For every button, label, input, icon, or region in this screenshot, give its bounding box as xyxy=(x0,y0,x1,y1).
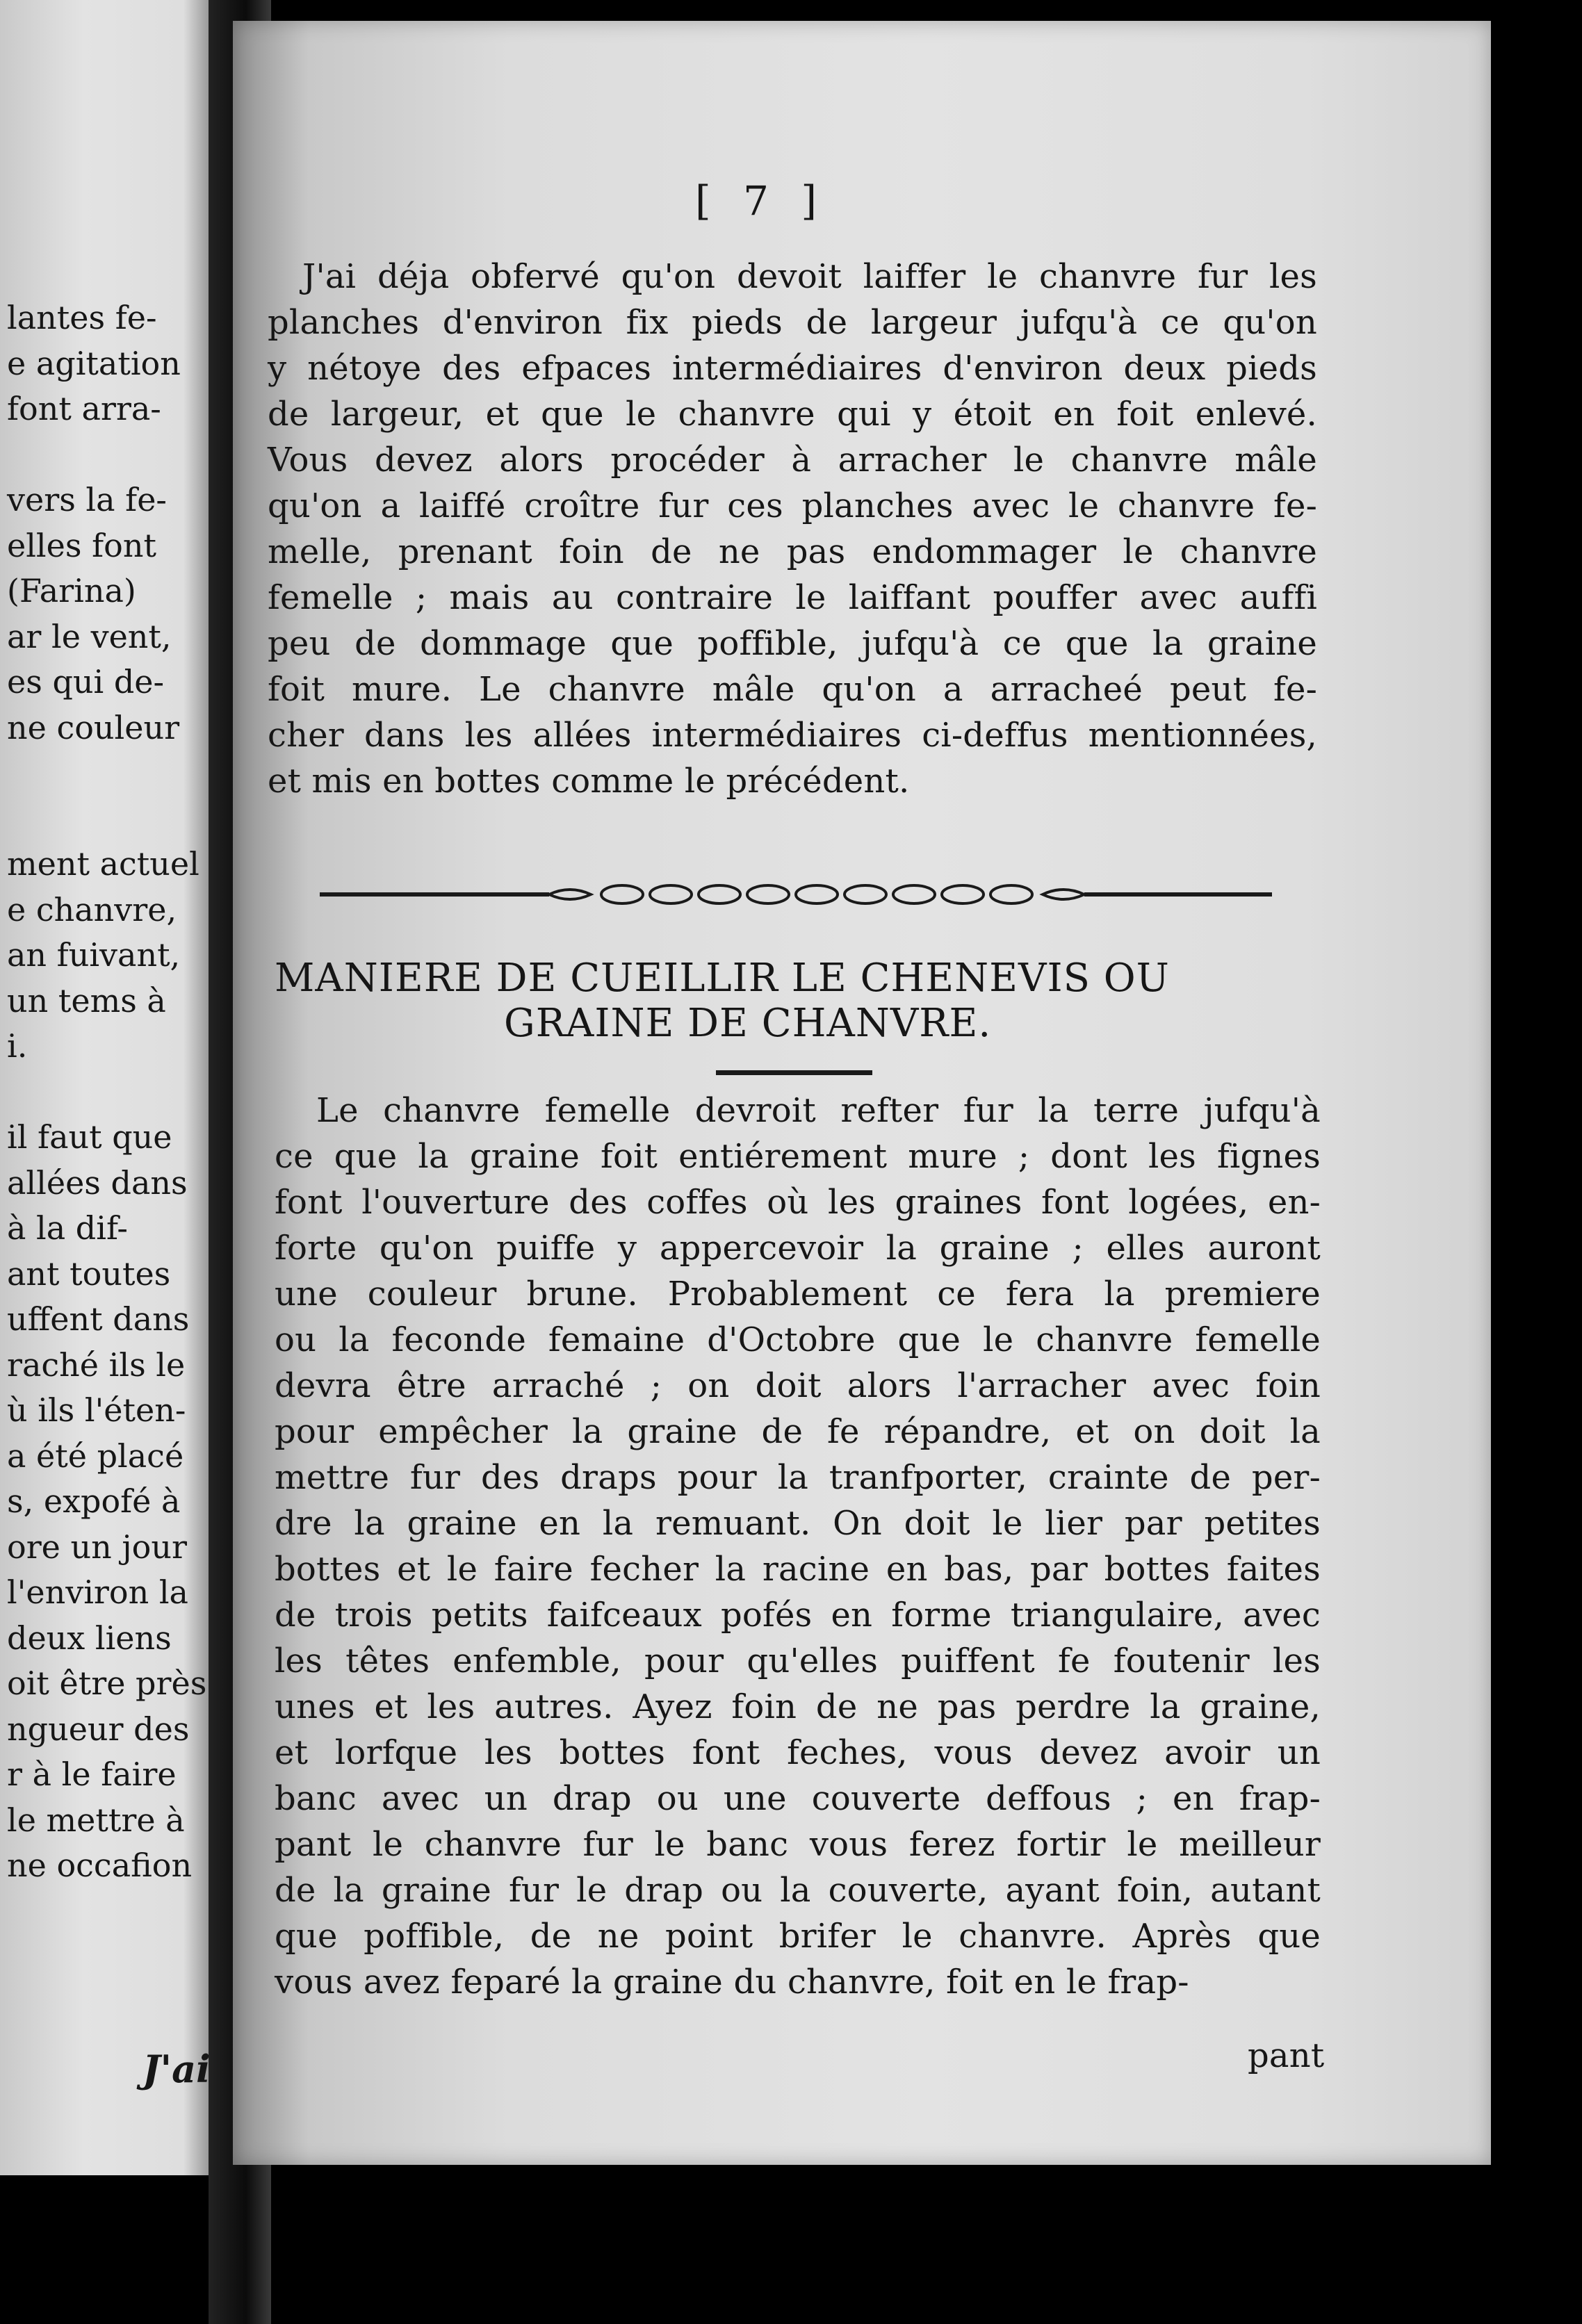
left-page-line: r à le faire xyxy=(7,1756,177,1793)
paragraph-2-line: une couleur brune. Probablement ce fera la premiere xyxy=(275,1275,1321,1314)
left-page-line: oit être près xyxy=(7,1664,207,1702)
paragraph-2-line: les têtes enfemble, pour qu'elles puiffent fe foutenir les xyxy=(275,1642,1321,1680)
paragraph-1-line: cher dans les allées intermédiaires ci-deffus mentionnées, xyxy=(268,716,1317,755)
paragraph-1-line: de largeur, et que le chanvre qui y étoit en foit enlevé. xyxy=(268,395,1317,434)
left-catchword: J'ai xyxy=(142,2047,211,2091)
left-page-line: ne couleur xyxy=(7,708,180,746)
left-page-line: vers la fe- xyxy=(7,481,167,518)
section-heading-line-2: GRAINE DE CHANVRE. xyxy=(504,1001,992,1046)
left-page-line: elles font xyxy=(7,526,156,564)
paragraph-2-line: forte qu'on puiffe y appercevoir la graine ; elles auront xyxy=(275,1229,1321,1268)
paragraph-2-line: mettre fur des draps pour la tranfporter, crainte de per- xyxy=(275,1458,1321,1497)
paragraph-2-line: font l'ouverture des coffes où les graines font logées, en- xyxy=(275,1183,1321,1222)
paragraph-1-line: peu de dommage que poffible, jufqu'à ce que la graine xyxy=(268,624,1317,663)
page-number: [ 7 ] xyxy=(695,177,827,224)
left-page-line: deux liens xyxy=(7,1619,172,1657)
paragraph-2-line: Le chanvre femelle devroit refter fur la terre jufqu'à xyxy=(316,1091,1321,1130)
left-page-line: un tems à xyxy=(7,981,166,1020)
paragraph-1-line: planches d'environ fix pieds de largeur jufqu'à ce qu'on xyxy=(268,303,1317,342)
left-page-line: s, expofé à xyxy=(7,1482,181,1520)
left-page-line: raché ils le xyxy=(7,1345,186,1384)
ornamental-divider xyxy=(320,879,1272,910)
catchword: pant xyxy=(1248,2036,1325,2075)
left-page-line: l'environ la xyxy=(7,1573,188,1611)
paragraph-2-line: de trois petits faifceaux pofés en forme triangulaire, avec xyxy=(275,1596,1321,1635)
left-page-line: font arra- xyxy=(7,390,161,427)
paragraph-2-line: ce que la graine foit entiérement mure ; dont les fignes xyxy=(275,1137,1321,1176)
paragraph-2-line: pant le chanvre fur le banc vous ferez fortir le meilleur xyxy=(275,1825,1321,1864)
left-page-line: le mettre à xyxy=(7,1801,185,1839)
paragraph-1-line: foit mure. Le chanvre mâle qu'on a arracheé peut fe- xyxy=(268,670,1317,709)
paragraph-2-line: bottes et le faire fecher la racine en bas, par bottes faites xyxy=(275,1550,1321,1589)
left-page-line: ment actuel xyxy=(7,845,199,883)
left-page-line: uffent dans xyxy=(7,1300,190,1338)
paragraph-2-line: de la graine fur le drap ou la couverte, ayant foin, autant xyxy=(275,1871,1321,1910)
left-page-line: es qui de- xyxy=(7,663,165,701)
paragraph-2-line: banc avec un drap ou une couverte deffous ; en frap- xyxy=(275,1779,1321,1818)
paragraph-2-line: vous avez feparé la graine du chanvre, foit en le frap- xyxy=(275,1963,1189,2002)
left-page-line: ant toutes xyxy=(7,1254,171,1293)
left-page-line: ù ils l'éten- xyxy=(7,1391,186,1429)
left-page-line: e agitation xyxy=(7,344,181,382)
paragraph-2-line: ou la feconde femaine d'Octobre que le chanvre femelle xyxy=(275,1320,1321,1359)
left-page-line: ar le vent, xyxy=(7,617,172,655)
paragraph-1-line: et mis en bottes comme le précédent. xyxy=(268,762,910,801)
heading-rule xyxy=(716,1070,872,1075)
left-page-line: ngueur des xyxy=(7,1710,190,1748)
left-page-line: e chanvre, xyxy=(7,890,177,928)
section-heading-line-1: MANIERE DE CUEILLIR LE CHENEVIS OU xyxy=(275,956,1170,1001)
left-page-line: ne occafion xyxy=(7,1847,193,1884)
paragraph-2-line: que poffible, de ne point brifer le chanvre. Après que xyxy=(275,1917,1321,1956)
left-page-line: i. xyxy=(7,1027,28,1065)
left-page-line: an fuivant, xyxy=(7,936,181,974)
paragraph-2-line: unes et les autres. Ayez foin de ne pas perdre la graine, xyxy=(275,1687,1321,1726)
paragraph-2-line: et lorfque les bottes font feches, vous devez avoir un xyxy=(275,1733,1321,1772)
paragraph-1-line: y nétoye des efpaces intermédiaires d'environ deux pieds xyxy=(268,349,1317,388)
left-page-line: il faut que xyxy=(7,1118,172,1156)
paragraph-1-line: Vous devez alors procéder à arracher le chanvre mâle xyxy=(268,441,1317,480)
left-page-line: (Farina) xyxy=(7,572,136,609)
paragraph-1-line: femelle ; mais au contraire le laiffant pouffer avec auffi xyxy=(268,578,1317,617)
left-page-line: à la dif- xyxy=(7,1209,128,1247)
left-page-line: a été placé xyxy=(7,1437,184,1475)
paragraph-1-line: melle, prenant foin de ne pas endommager le chanvre xyxy=(268,532,1317,571)
paragraph-2-line: devra être arraché ; on doit alors l'arracher avec foin xyxy=(275,1366,1321,1405)
paragraph-2-line: pour empêcher la graine de fe répandre, et on doit la xyxy=(275,1412,1321,1451)
paragraph-1-line: qu'on a laiffé croître fur ces planches avec le chanvre fe- xyxy=(268,486,1317,525)
left-page-line: lantes fe- xyxy=(7,299,157,336)
left-page-line: ore un jour xyxy=(7,1528,187,1566)
paragraph-2-line: dre la graine en la remuant. On doit le lier par petites xyxy=(275,1504,1321,1543)
left-page-line: allées dans xyxy=(7,1163,188,1202)
paragraph-1-line: J'ai déja obfervé qu'on devoit laiffer le chanvre fur les xyxy=(302,257,1317,296)
